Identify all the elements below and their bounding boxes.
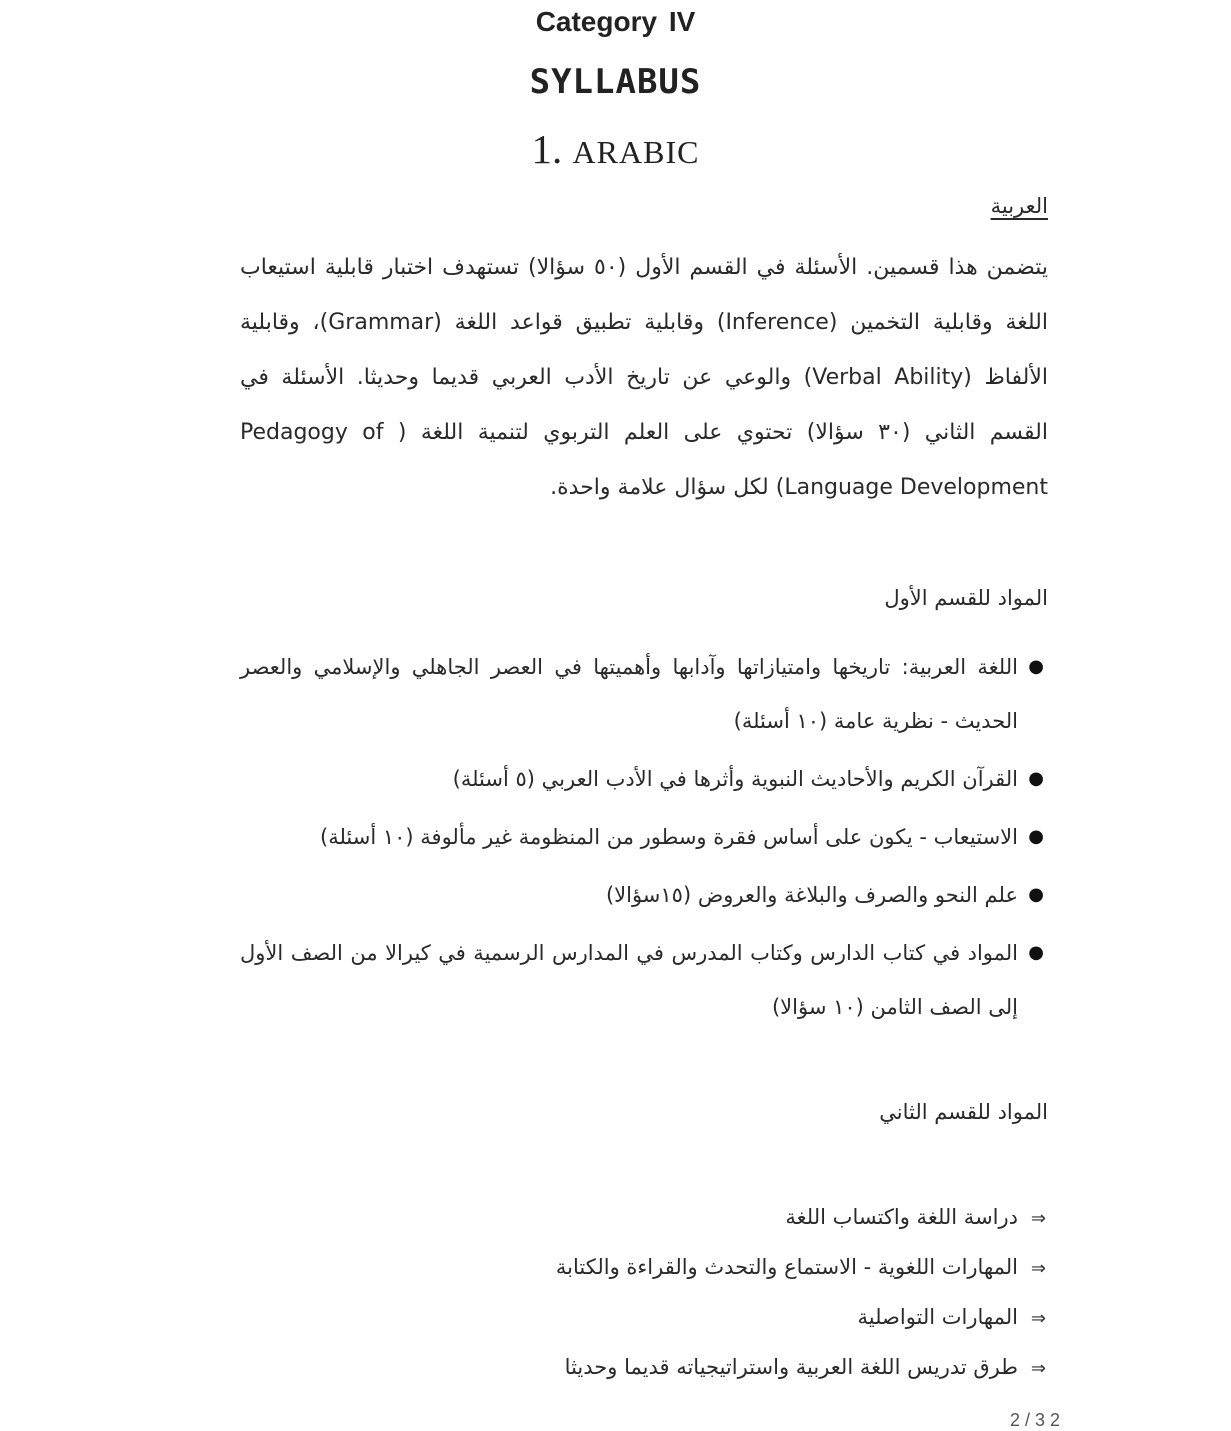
list-item (240, 1342, 1048, 1392)
arrow-icon: ⇒ (1030, 1208, 1046, 1229)
list-item (240, 868, 1048, 922)
list-item (240, 640, 1048, 748)
bullet-icon: ● (1028, 884, 1044, 905)
list-item-text: طرق تدريس اللغة العربية واستراتيجياته قديما وحديثا (564, 1355, 1018, 1379)
list-item (240, 752, 1048, 806)
page-number: 2 / 3 2 (1010, 1410, 1061, 1430)
section1-heading: المواد للقسم الأول (884, 586, 1048, 610)
list-item-text: المهارات التواصلية (857, 1305, 1018, 1329)
list-item-text: الاستيعاب - يكون على أساس فقرة وسطور من المنظومة غير مألوفة (١٠ أسئلة) (320, 825, 1018, 849)
intro-paragraph: يتضمن هذا قسمين. الأسئلة في القسم الأول (٥٠ سؤالا) تستهدف اختبار قابلية استيعاب اللغة وقابلية التخمين (Inference) وقابلية تطبيق قواعد اللغة (Grammar)، وقابلية الألفاظ (Verbal Ability) والوعي عن تاريخ الأدب العربي قديما وحديثا. الأسئلة في القسم الثاني (٣٠ سؤالا) تحتوي على العلم التربوي لتنمية اللغة ( Pedagogy of Language Development) لكل سؤال علامة واحدة. (240, 255, 1048, 500)
list-item-text: المهارات اللغوية - الاستماع والتحدث والقراءة والكتابة (555, 1255, 1018, 1279)
subject-title (0, 125, 1231, 173)
arrow-icon: ⇒ (1030, 1258, 1046, 1279)
section2-heading: المواد للقسم الثاني (879, 1100, 1048, 1124)
section2-list (240, 1192, 1048, 1392)
arabic-heading: العربية (990, 194, 1048, 218)
bullet-icon: ● (1028, 826, 1044, 847)
list-item (240, 1242, 1048, 1292)
list-item-text: دراسة اللغة واكتساب اللغة (785, 1205, 1018, 1229)
category-title: Category IV (535, 6, 696, 37)
bullet-icon: ● (1028, 656, 1044, 677)
bullet-icon: ● (1028, 768, 1044, 789)
subject-name: ARABIC (572, 134, 700, 170)
section1-list (240, 640, 1048, 1038)
list-item (240, 810, 1048, 864)
list-item-text: المواد في كتاب الدارس وكتاب المدرس في المدارس الرسمية في كيرالا من الصف الأول إلى الصف الثامن (١٠ سؤالا) (240, 941, 1018, 1019)
list-item (240, 1292, 1048, 1342)
syllabus-title: SYLLABUS (529, 62, 702, 102)
list-item (240, 1192, 1048, 1242)
list-item (240, 926, 1048, 1034)
subject-number: 1. (531, 126, 563, 172)
bullet-icon: ● (1028, 942, 1044, 963)
arrow-icon: ⇒ (1030, 1358, 1046, 1379)
list-item-text: القرآن الكريم والأحاديث النبوية وأثرها في الأدب العربي (٥ أسئلة) (452, 767, 1018, 791)
arrow-icon: ⇒ (1030, 1308, 1046, 1329)
list-item-text: اللغة العربية: تاريخها وامتيازاتها وآدابها وأهميتها في العصر الجاهلي والإسلامي والعصر الحديث - نظرية عامة (١٠ أسئلة) (240, 655, 1018, 733)
list-item-text: علم النحو والصرف والبلاغة والعروض (١٥سؤالا) (605, 883, 1018, 907)
